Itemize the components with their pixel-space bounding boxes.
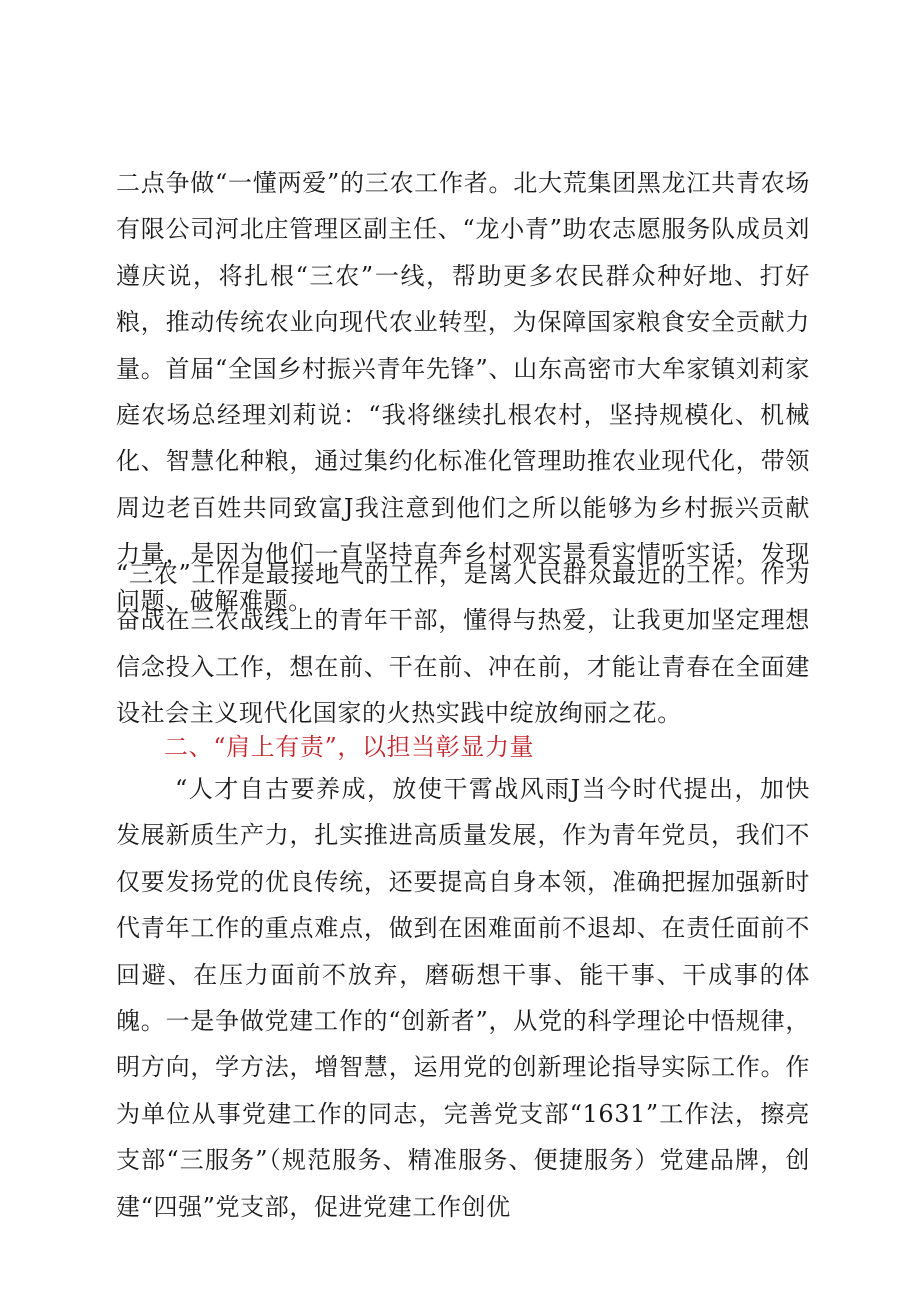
paragraph-sannong-work: “三农”工作是最接地气的工作，是离人民群众最近的工作。作为奋战在三农战线上的青年干部，懂得与热爱，让我更加坚定理想信念投入工作，想在前、干在前、冲在前，才能让青春在全面建设社会主义现代化国家的火热实践中绽放绚丽之花。	[116, 560, 810, 728]
paragraph-farm-workers: 二点争做“一懂两爱”的三农工作者。北大荒集团黑龙江共青农场有限公司河北庄管理区副主任、“龙小青”助农志愿服务队成员刘遵庆说，将扎根“三农”一线，帮助更多农民群众种好地、打好粮，推动传统农业向现代农业转型，为保障国家粮食安全贡献力量。首届“全国乡村振兴青年先锋”、山东高密市大牟家镇刘莉家庭农场总经理刘莉说：“我将继续扎根农村，坚持规模化、机械化、智慧化种粮，通过集约化标准化管理助推农业现代化，带领周边老百姓共同致富J我注意到他们之所以能够为乡村振兴贡献力量，是因为他们一直坚持直奔乡村观实景看实情听实话，发现问题、破解难题。	[116, 169, 810, 615]
section-heading-responsibility: 二、“肩上有责”，以担当彰显力量	[164, 733, 535, 761]
paragraph-talent-cultivation: “人才自古要养成，放使干霄战风雨J当今时代提出，加快发展新质生产力，扎实推进高质量发展，作为青年党员，我们不仅要发扬党的优良传统，还要提高自身本领，准确把握加强新时代青年工作的重点难点，做到在困难面前不退却、在责任面前不回避、在压力面前不放弃，磨砺想干事、能干事、干成事的体魄。一是争做党建工作的“创新者”，从党的科学理论中悟规律，明方向，学方法，增智慧，运用党的创新理论指导实际工作。作为单位从事党建工作的同志，完善党支部“1631”工作法，擦亮支部“三服务”（规范服务、精准服务、便捷服务）党建品牌，创建“四强”党支部，促进党建工作创优	[116, 775, 810, 1221]
